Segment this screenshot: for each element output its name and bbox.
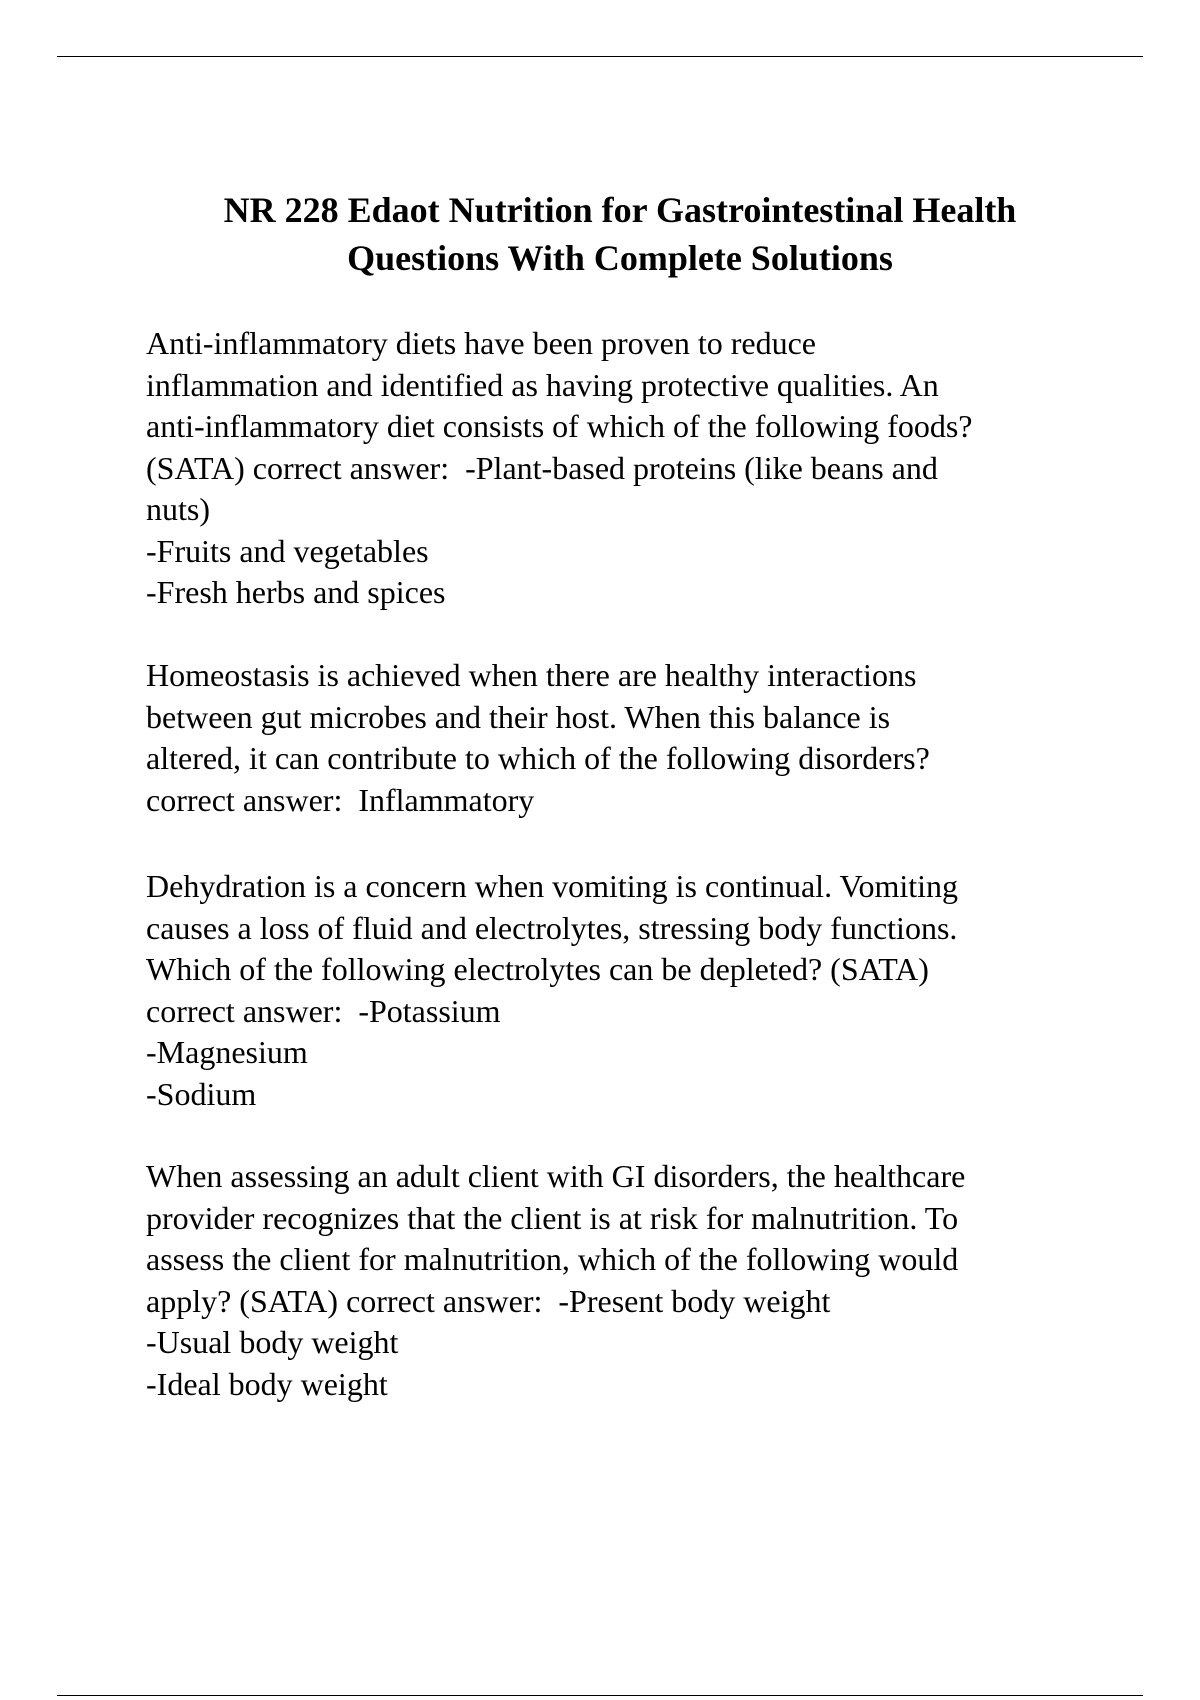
qa-line: anti-inflammatory diet consists of which of the following foods? [146,408,973,444]
qa-line: (SATA) correct answer: -Plant-based proteins (like beans and [146,449,938,486]
qa-line: altered, it can contribute to which of the following disorders? [146,740,930,776]
title-line-2: Questions With Complete Solutions [347,238,893,278]
qa-line: When assessing an adult client with GI disorders, the healthcare [146,1158,966,1194]
qa-line: Which of the following electrolytes can be depleted? (SATA) [146,951,929,987]
qa-block-homeostasis [146,655,1106,821]
qa-block-dehydration [146,866,1106,1115]
qa-block-malnutrition [146,1156,1106,1405]
qa-line: inflammation and identified as having protective qualities. An [146,366,939,403]
qa-line: Dehydration is a concern when vomiting is continual. Vomiting [146,868,959,904]
bottom-divider [57,1695,1143,1696]
qa-line: Homeostasis is achieved when there are healthy interactions [146,657,917,693]
qa-line: apply? (SATA) correct answer: -Present body weight [146,1282,831,1319]
qa-line: nuts) [146,491,210,527]
qa-line: -Ideal body weight [146,1365,388,1402]
qa-block-anti-inflammatory [146,323,1106,614]
qa-line: correct answer: Inflammatory [146,781,535,818]
qa-line: -Usual body weight [146,1324,399,1360]
top-divider [57,56,1143,57]
qa-line: -Fresh herbs and spices [146,574,446,610]
qa-line: correct answer: -Potassium [146,992,501,1029]
qa-line: causes a loss of fluid and electrolytes, stressing body functions. [146,909,958,946]
qa-line: -Magnesium [146,1034,308,1070]
page-title [120,186,1120,282]
qa-line: between gut microbes and their host. When this balance is [146,698,891,735]
qa-line: -Sodium [146,1075,257,1112]
qa-line: provider recognizes that the client is at risk for malnutrition. To [146,1199,959,1236]
qa-line: Anti-inflammatory diets have been proven to reduce [146,325,816,361]
title-line-1: NR 228 Edaot Nutrition for Gastrointestinal Health [223,190,1017,230]
qa-line: assess the client for malnutrition, which of the following would [146,1241,959,1277]
qa-line: -Fruits and vegetables [146,532,429,569]
